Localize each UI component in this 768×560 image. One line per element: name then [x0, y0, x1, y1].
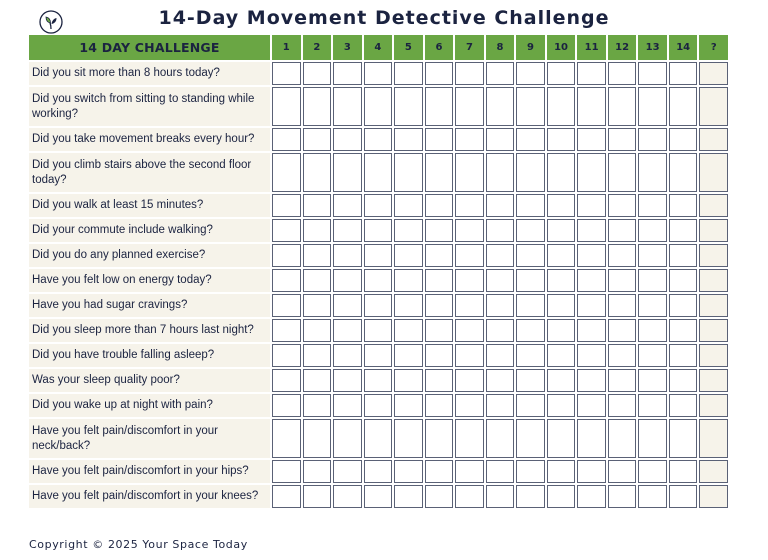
day-checkbox[interactable] [425, 294, 454, 317]
day-checkbox[interactable] [547, 344, 576, 367]
day-checkbox[interactable] [455, 485, 484, 508]
day-checkbox[interactable] [303, 369, 332, 392]
notes-checkbox[interactable] [699, 460, 728, 483]
question-row [29, 128, 728, 151]
day-checkbox[interactable] [272, 344, 301, 367]
question-text: Did you sit more than 8 hours today? [29, 62, 270, 85]
day-checkbox[interactable] [669, 153, 698, 192]
day-checkbox[interactable] [516, 485, 545, 508]
day-checkbox[interactable] [547, 294, 576, 317]
day-checkbox[interactable] [577, 344, 606, 367]
day-checkbox[interactable] [455, 294, 484, 317]
day-checkbox[interactable] [577, 394, 606, 417]
day-checkbox[interactable] [333, 128, 362, 151]
day-checkbox[interactable] [638, 319, 667, 342]
day-checkbox[interactable] [547, 369, 576, 392]
day-checkbox[interactable] [394, 319, 423, 342]
day-checkbox[interactable] [577, 319, 606, 342]
day-checkbox[interactable] [333, 344, 362, 367]
day-checkbox[interactable] [364, 460, 393, 483]
day-column-header: 11 [577, 35, 606, 60]
day-checkbox[interactable] [364, 128, 393, 151]
day-checkbox[interactable] [394, 244, 423, 267]
day-checkbox[interactable] [272, 294, 301, 317]
day-checkbox[interactable] [577, 62, 606, 85]
notes-checkbox[interactable] [699, 294, 728, 317]
notes-column-header: ? [699, 35, 728, 60]
day-checkbox[interactable] [608, 369, 637, 392]
question-text: Did you take movement breaks every hour? [29, 128, 270, 151]
day-checkbox[interactable] [638, 153, 667, 192]
day-checkbox[interactable] [669, 460, 698, 483]
question-text: Did your commute include walking? [29, 219, 270, 242]
day-checkbox[interactable] [333, 419, 362, 458]
question-column-header: 14 DAY CHALLENGE [29, 35, 270, 60]
notes-checkbox[interactable] [699, 153, 728, 192]
day-checkbox[interactable] [425, 244, 454, 267]
day-checkbox[interactable] [394, 294, 423, 317]
question-text: Have you felt pain/discomfort in your knees? [29, 485, 270, 508]
day-checkbox[interactable] [669, 394, 698, 417]
day-checkbox[interactable] [577, 153, 606, 192]
day-checkbox[interactable] [333, 153, 362, 192]
day-checkbox[interactable] [303, 153, 332, 192]
day-checkbox[interactable] [577, 194, 606, 217]
day-checkbox[interactable] [638, 344, 667, 367]
day-checkbox[interactable] [608, 128, 637, 151]
day-checkbox[interactable] [547, 219, 576, 242]
day-checkbox[interactable] [547, 244, 576, 267]
day-checkbox[interactable] [486, 460, 515, 483]
day-checkbox[interactable] [303, 394, 332, 417]
day-checkbox[interactable] [608, 244, 637, 267]
day-checkbox[interactable] [608, 219, 637, 242]
day-checkbox[interactable] [516, 219, 545, 242]
day-checkbox[interactable] [547, 62, 576, 85]
day-checkbox[interactable] [455, 369, 484, 392]
day-checkbox[interactable] [547, 194, 576, 217]
day-checkbox[interactable] [455, 344, 484, 367]
day-checkbox[interactable] [364, 194, 393, 217]
day-checkbox[interactable] [455, 419, 484, 458]
day-checkbox[interactable] [394, 219, 423, 242]
day-checkbox[interactable] [669, 369, 698, 392]
day-checkbox[interactable] [638, 369, 667, 392]
day-checkbox[interactable] [638, 269, 667, 292]
question-row [29, 153, 728, 192]
day-checkbox[interactable] [272, 369, 301, 392]
notes-checkbox[interactable] [699, 269, 728, 292]
day-checkbox[interactable] [455, 460, 484, 483]
day-checkbox[interactable] [394, 485, 423, 508]
day-checkbox[interactable] [486, 319, 515, 342]
question-row [29, 269, 728, 292]
day-checkbox[interactable] [455, 153, 484, 192]
day-checkbox[interactable] [425, 460, 454, 483]
day-checkbox[interactable] [669, 485, 698, 508]
notes-checkbox[interactable] [699, 244, 728, 267]
question-row [29, 419, 728, 458]
day-checkbox[interactable] [425, 394, 454, 417]
notes-checkbox[interactable] [699, 128, 728, 151]
day-checkbox[interactable] [394, 128, 423, 151]
day-checkbox[interactable] [516, 194, 545, 217]
day-checkbox[interactable] [272, 419, 301, 458]
day-checkbox[interactable] [364, 294, 393, 317]
notes-checkbox[interactable] [699, 419, 728, 458]
day-checkbox[interactable] [486, 194, 515, 217]
day-checkbox[interactable] [516, 460, 545, 483]
day-checkbox[interactable] [577, 485, 606, 508]
day-checkbox[interactable] [272, 269, 301, 292]
page-title: 14-Day Movement Detective Challenge [158, 7, 610, 29]
question-text: Did you walk at least 15 minutes? [29, 194, 270, 217]
day-checkbox[interactable] [486, 62, 515, 85]
day-checkbox[interactable] [455, 194, 484, 217]
day-checkbox[interactable] [638, 460, 667, 483]
day-checkbox[interactable] [394, 369, 423, 392]
day-checkbox[interactable] [516, 344, 545, 367]
day-checkbox[interactable] [669, 128, 698, 151]
day-checkbox[interactable] [516, 87, 545, 126]
day-checkbox[interactable] [364, 394, 393, 417]
day-checkbox[interactable] [608, 153, 637, 192]
day-checkbox[interactable] [394, 269, 423, 292]
day-checkbox[interactable] [303, 294, 332, 317]
day-checkbox[interactable] [394, 87, 423, 126]
day-checkbox[interactable] [577, 369, 606, 392]
day-checkbox[interactable] [303, 244, 332, 267]
day-checkbox[interactable] [425, 87, 454, 126]
day-checkbox[interactable] [333, 87, 362, 126]
day-checkbox[interactable] [547, 153, 576, 192]
question-text: Did you do any planned exercise? [29, 244, 270, 267]
day-checkbox[interactable] [333, 394, 362, 417]
day-checkbox[interactable] [669, 62, 698, 85]
day-column-header: 8 [486, 35, 515, 60]
day-checkbox[interactable] [455, 394, 484, 417]
day-checkbox[interactable] [547, 319, 576, 342]
day-checkbox[interactable] [272, 194, 301, 217]
day-checkbox[interactable] [272, 394, 301, 417]
day-checkbox[interactable] [638, 194, 667, 217]
day-checkbox[interactable] [486, 485, 515, 508]
day-checkbox[interactable] [333, 62, 362, 85]
day-checkbox[interactable] [516, 319, 545, 342]
day-checkbox[interactable] [547, 87, 576, 126]
question-text: Did you wake up at night with pain? [29, 394, 270, 417]
day-checkbox[interactable] [547, 128, 576, 151]
day-checkbox[interactable] [333, 369, 362, 392]
day-checkbox[interactable] [547, 269, 576, 292]
day-checkbox[interactable] [425, 194, 454, 217]
question-rows [29, 62, 728, 508]
day-checkbox[interactable] [425, 269, 454, 292]
day-checkbox[interactable] [455, 62, 484, 85]
day-checkbox[interactable] [577, 87, 606, 126]
day-checkbox[interactable] [638, 244, 667, 267]
day-checkbox[interactable] [577, 219, 606, 242]
day-checkbox[interactable] [272, 319, 301, 342]
day-checkbox[interactable] [516, 244, 545, 267]
notes-checkbox[interactable] [699, 394, 728, 417]
day-checkbox[interactable] [638, 394, 667, 417]
day-checkbox[interactable] [577, 294, 606, 317]
day-checkbox[interactable] [669, 319, 698, 342]
day-checkbox[interactable] [638, 219, 667, 242]
day-checkbox[interactable] [638, 128, 667, 151]
day-column-header: 5 [394, 35, 423, 60]
day-checkbox[interactable] [394, 344, 423, 367]
day-checkbox[interactable] [669, 219, 698, 242]
question-text: Have you felt low on energy today? [29, 269, 270, 292]
day-checkbox[interactable] [608, 485, 637, 508]
question-row [29, 294, 728, 317]
day-checkbox[interactable] [547, 394, 576, 417]
question-text: Have you felt pain/discomfort in your neck/back? [29, 419, 270, 458]
question-row [29, 219, 728, 242]
day-column-header: 14 [669, 35, 698, 60]
day-checkbox[interactable] [669, 294, 698, 317]
day-checkbox[interactable] [669, 87, 698, 126]
day-checkbox[interactable] [516, 294, 545, 317]
day-checkbox[interactable] [516, 269, 545, 292]
day-checkbox[interactable] [303, 269, 332, 292]
day-checkbox[interactable] [638, 419, 667, 458]
day-checkbox[interactable] [455, 244, 484, 267]
day-checkbox[interactable] [608, 460, 637, 483]
day-checkbox[interactable] [547, 485, 576, 508]
day-column-header: 9 [516, 35, 545, 60]
day-checkbox[interactable] [272, 128, 301, 151]
day-checkbox[interactable] [486, 87, 515, 126]
day-checkbox[interactable] [516, 128, 545, 151]
day-checkbox[interactable] [333, 244, 362, 267]
day-checkbox[interactable] [638, 87, 667, 126]
day-checkbox[interactable] [333, 294, 362, 317]
day-column-header: 1 [272, 35, 301, 60]
day-checkbox[interactable] [516, 153, 545, 192]
day-checkbox[interactable] [516, 369, 545, 392]
day-checkbox[interactable] [272, 244, 301, 267]
notes-checkbox[interactable] [699, 344, 728, 367]
question-row [29, 87, 728, 126]
day-checkbox[interactable] [303, 485, 332, 508]
question-text: Was your sleep quality poor? [29, 369, 270, 392]
day-column-header: 3 [333, 35, 362, 60]
question-row [29, 485, 728, 508]
day-checkbox[interactable] [333, 269, 362, 292]
day-checkbox[interactable] [455, 319, 484, 342]
day-checkbox[interactable] [333, 485, 362, 508]
day-column-header: 4 [364, 35, 393, 60]
day-checkbox[interactable] [425, 485, 454, 508]
question-text: Have you had sugar cravings? [29, 294, 270, 317]
day-checkbox[interactable] [425, 128, 454, 151]
question-row [29, 344, 728, 367]
day-checkbox[interactable] [608, 62, 637, 85]
day-checkbox[interactable] [303, 219, 332, 242]
day-checkbox[interactable] [486, 219, 515, 242]
day-column-header: 6 [425, 35, 454, 60]
day-checkbox[interactable] [364, 319, 393, 342]
question-row [29, 244, 728, 267]
day-checkbox[interactable] [608, 419, 637, 458]
question-text: Did you sleep more than 7 hours last night? [29, 319, 270, 342]
day-checkbox[interactable] [272, 219, 301, 242]
question-text: Did you climb stairs above the second floor today? [29, 153, 270, 192]
notes-checkbox[interactable] [699, 87, 728, 126]
day-checkbox[interactable] [303, 128, 332, 151]
day-checkbox[interactable] [486, 294, 515, 317]
copyright-text: Copyright © 2025 Your Space Today [29, 538, 248, 551]
day-checkbox[interactable] [516, 62, 545, 85]
day-checkbox[interactable] [303, 194, 332, 217]
day-checkbox[interactable] [669, 344, 698, 367]
day-checkbox[interactable] [669, 419, 698, 458]
day-checkbox[interactable] [364, 87, 393, 126]
question-text: Did you have trouble falling asleep? [29, 344, 270, 367]
day-checkbox[interactable] [364, 419, 393, 458]
day-checkbox[interactable] [394, 62, 423, 85]
day-checkbox[interactable] [303, 460, 332, 483]
day-checkbox[interactable] [303, 62, 332, 85]
day-checkbox[interactable] [272, 87, 301, 126]
day-checkbox[interactable] [333, 319, 362, 342]
day-checkbox[interactable] [425, 62, 454, 85]
day-checkbox[interactable] [608, 194, 637, 217]
question-row [29, 319, 728, 342]
day-checkbox[interactable] [364, 62, 393, 85]
day-checkbox[interactable] [669, 269, 698, 292]
day-checkbox[interactable] [486, 153, 515, 192]
day-column-header: 13 [638, 35, 667, 60]
day-checkbox[interactable] [425, 344, 454, 367]
day-checkbox[interactable] [638, 294, 667, 317]
day-checkbox[interactable] [394, 460, 423, 483]
day-checkbox[interactable] [364, 244, 393, 267]
day-checkbox[interactable] [638, 485, 667, 508]
question-text: Did you switch from sitting to standing while working? [29, 87, 270, 126]
day-checkbox[interactable] [333, 194, 362, 217]
day-checkbox[interactable] [425, 219, 454, 242]
day-checkbox[interactable] [577, 460, 606, 483]
day-checkbox[interactable] [394, 153, 423, 192]
day-checkbox[interactable] [333, 219, 362, 242]
day-column-header: 2 [303, 35, 332, 60]
day-checkbox[interactable] [516, 394, 545, 417]
day-checkbox[interactable] [486, 344, 515, 367]
question-row [29, 460, 728, 483]
notes-checkbox[interactable] [699, 194, 728, 217]
question-row [29, 194, 728, 217]
question-row [29, 62, 728, 85]
header-row [29, 35, 728, 60]
day-checkbox[interactable] [516, 419, 545, 458]
day-checkbox[interactable] [608, 269, 637, 292]
day-checkbox[interactable] [364, 344, 393, 367]
day-checkbox[interactable] [577, 419, 606, 458]
day-checkbox[interactable] [547, 419, 576, 458]
question-text: Have you felt pain/discomfort in your hips? [29, 460, 270, 483]
day-checkbox[interactable] [272, 153, 301, 192]
day-checkbox[interactable] [669, 244, 698, 267]
day-checkbox[interactable] [577, 128, 606, 151]
day-checkbox[interactable] [608, 344, 637, 367]
day-checkbox[interactable] [364, 269, 393, 292]
day-checkbox[interactable] [455, 128, 484, 151]
day-checkbox[interactable] [608, 394, 637, 417]
day-checkbox[interactable] [425, 369, 454, 392]
day-checkbox[interactable] [669, 194, 698, 217]
question-row [29, 394, 728, 417]
notes-checkbox[interactable] [699, 319, 728, 342]
day-checkbox[interactable] [608, 319, 637, 342]
day-checkbox[interactable] [577, 244, 606, 267]
notes-checkbox[interactable] [699, 485, 728, 508]
day-checkbox[interactable] [425, 153, 454, 192]
day-checkbox[interactable] [577, 269, 606, 292]
notes-checkbox[interactable] [699, 369, 728, 392]
day-checkbox[interactable] [333, 460, 362, 483]
day-checkbox[interactable] [547, 460, 576, 483]
day-checkbox[interactable] [364, 485, 393, 508]
day-checkbox[interactable] [364, 153, 393, 192]
day-checkbox[interactable] [364, 219, 393, 242]
day-checkbox[interactable] [394, 419, 423, 458]
day-checkbox[interactable] [486, 244, 515, 267]
notes-checkbox[interactable] [699, 219, 728, 242]
day-checkbox[interactable] [303, 87, 332, 126]
day-checkbox[interactable] [486, 369, 515, 392]
day-column-header: 10 [547, 35, 576, 60]
day-checkbox[interactable] [455, 87, 484, 126]
day-checkbox[interactable] [303, 419, 332, 458]
day-checkbox[interactable] [486, 128, 515, 151]
day-checkbox[interactable] [272, 485, 301, 508]
day-column-header: 12 [608, 35, 637, 60]
day-column-header: 7 [455, 35, 484, 60]
day-checkbox[interactable] [364, 369, 393, 392]
day-checkbox[interactable] [394, 394, 423, 417]
day-checkbox[interactable] [303, 344, 332, 367]
question-row [29, 369, 728, 392]
day-checkbox[interactable] [608, 87, 637, 126]
day-checkbox[interactable] [455, 219, 484, 242]
challenge-table [27, 33, 730, 510]
day-checkbox[interactable] [608, 294, 637, 317]
day-checkbox[interactable] [272, 62, 301, 85]
day-checkbox[interactable] [638, 62, 667, 85]
day-checkbox[interactable] [272, 460, 301, 483]
day-checkbox[interactable] [394, 194, 423, 217]
day-checkbox[interactable] [486, 419, 515, 458]
day-checkbox[interactable] [425, 419, 454, 458]
day-checkbox[interactable] [455, 269, 484, 292]
day-checkbox[interactable] [425, 319, 454, 342]
day-checkbox[interactable] [486, 269, 515, 292]
day-checkbox[interactable] [486, 394, 515, 417]
notes-checkbox[interactable] [699, 62, 728, 85]
day-checkbox[interactable] [303, 319, 332, 342]
